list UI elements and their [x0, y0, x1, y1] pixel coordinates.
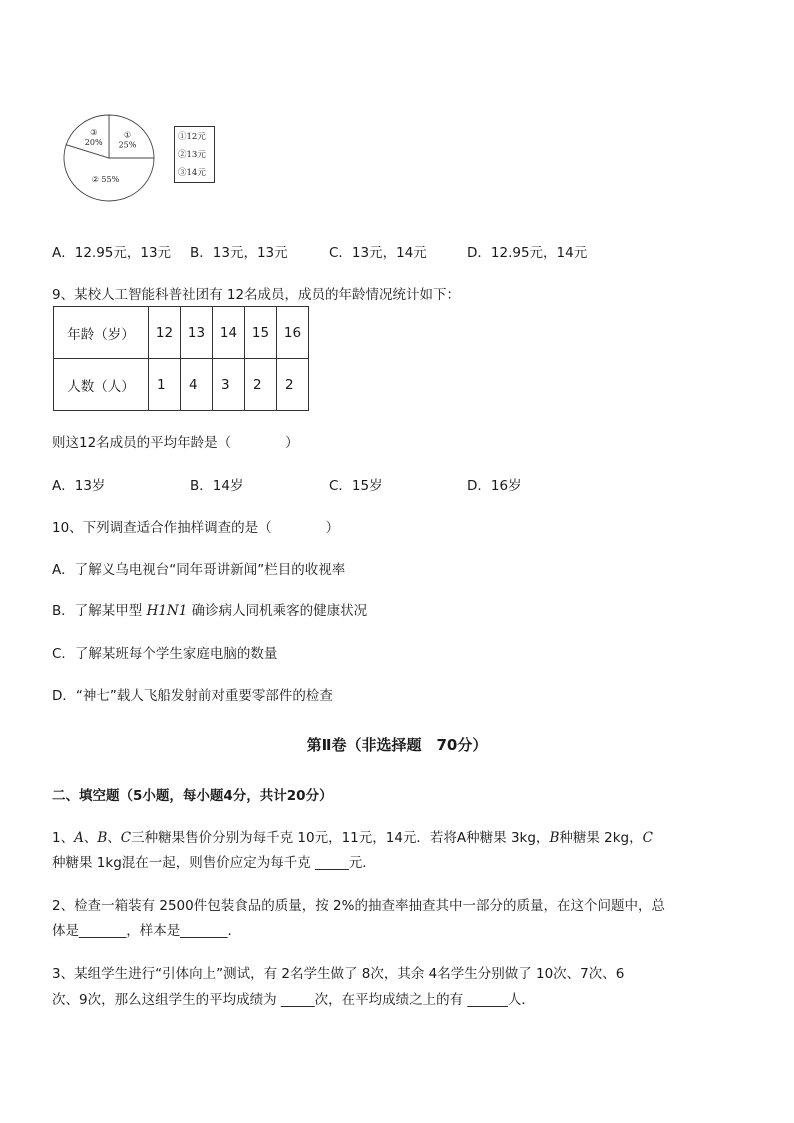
- pie-slice-marker: ③: [90, 127, 98, 137]
- q8-option-b: B．13元，13元: [190, 245, 288, 261]
- var-c: C: [642, 830, 653, 846]
- q10-option-c: C．了解某班每个学生家庭电脑的数量: [52, 646, 278, 662]
- table-header-age: 年龄（岁）: [54, 307, 149, 359]
- q9-option-a: A．13岁: [52, 478, 106, 494]
- separator: 、: [83, 830, 98, 846]
- fill1-line1: [52, 826, 653, 846]
- pie-chart: [62, 113, 156, 203]
- q9-option-d: D．16岁: [467, 478, 522, 494]
- q10-option-b-suffix: 确诊病人同机乘客的健康状况: [187, 603, 368, 619]
- pie-slice-label: ② 55%: [91, 175, 120, 185]
- h1n1-variable: H1N1: [146, 603, 188, 619]
- table-cell: 3: [213, 359, 245, 411]
- fill1-number: 1、: [52, 830, 75, 846]
- pie-slice-percent: 25%: [118, 140, 137, 150]
- legend-item: ②13元: [178, 150, 206, 160]
- table-row: [54, 307, 309, 359]
- fill3-line1: 3、某组学生进行“引体向上”测试，有 2名学生做了 8次，其余 4名学生分别做了 10次、7次、6: [52, 966, 625, 982]
- q9-option-b: B．14岁: [190, 478, 244, 494]
- section2-title: 二、填空题（5小题，每小题4分，共计20分）: [52, 788, 333, 804]
- q9-option-c: C．15岁: [329, 478, 383, 494]
- q9-question: 则这12名成员的平均年龄是（ ）: [52, 435, 299, 451]
- table-header-count: 人数（人）: [54, 359, 149, 411]
- age-table: [53, 306, 309, 411]
- q10-option-b-prefix: B．了解某甲型: [52, 603, 147, 619]
- var-b: B: [97, 830, 108, 846]
- pie-chart-svg: [62, 113, 156, 203]
- table-cell: 15: [245, 307, 277, 359]
- q10-stem: 10、下列调查适合作抽样调查的是（ ）: [52, 520, 340, 536]
- table-cell: 16: [277, 307, 309, 359]
- table-cell: 4: [181, 359, 213, 411]
- q10-option-a: A．了解义乌电视台“同年哥讲新闻”栏目的收视率: [52, 562, 346, 578]
- part2-title: 第Ⅱ卷（非选择题 70分）: [306, 736, 488, 754]
- fill3-line2: 次、9次，那么这组学生的平均成绩为 _____次，在平均成绩之上的有 ______人．: [52, 992, 535, 1008]
- table-cell: 13: [181, 307, 213, 359]
- table-cell: 12: [149, 307, 181, 359]
- table-cell: 14: [213, 307, 245, 359]
- table-cell: 2: [245, 359, 277, 411]
- var-a: A: [74, 830, 84, 846]
- table-cell: 2: [277, 359, 309, 411]
- var-b: B: [549, 830, 560, 846]
- q10-option-b: [52, 599, 367, 619]
- q8-option-a: A．12.95元，13元: [52, 245, 172, 261]
- legend-item: ③14元: [178, 168, 206, 178]
- table-cell: 1: [149, 359, 181, 411]
- pie-slice-marker: ①: [123, 130, 132, 140]
- table-row: [54, 359, 309, 411]
- var-c: C: [120, 830, 132, 846]
- fill1-text: 种糖果 2kg，: [559, 830, 643, 846]
- fill2-line1: 2、检查一箱装有 2500件包装食品的质量，按 2%的抽查率抽查其中一部分的质量，在这个问题中，总: [52, 898, 665, 914]
- pie-slice-percent: 20%: [84, 137, 103, 147]
- legend-item: ①12元: [178, 132, 206, 142]
- separator: 、: [107, 830, 121, 846]
- q10-option-d: D．“神七”载人飞船发射前对重要零部件的检查: [52, 688, 333, 704]
- q8-option-c: C．13元，14元: [329, 245, 427, 261]
- q8-option-d: D．12.95元，14元: [467, 245, 588, 261]
- pie-slice: [109, 115, 154, 158]
- fill1-line2: 种糖果 1kg混在一起，则售价应定为每千克 _____元．: [52, 855, 376, 871]
- fill2-line2: 体是_______，样本是_______．: [52, 923, 241, 939]
- fill1-text: 三种糖果售价分别为每千克 10元，11元，14元．若将A种糖果 3kg，: [131, 830, 550, 846]
- q9-stem: 9、某校人工智能科普社团有 12名成员，成员的年龄情况统计如下：: [52, 287, 461, 303]
- pie-legend: [174, 126, 215, 183]
